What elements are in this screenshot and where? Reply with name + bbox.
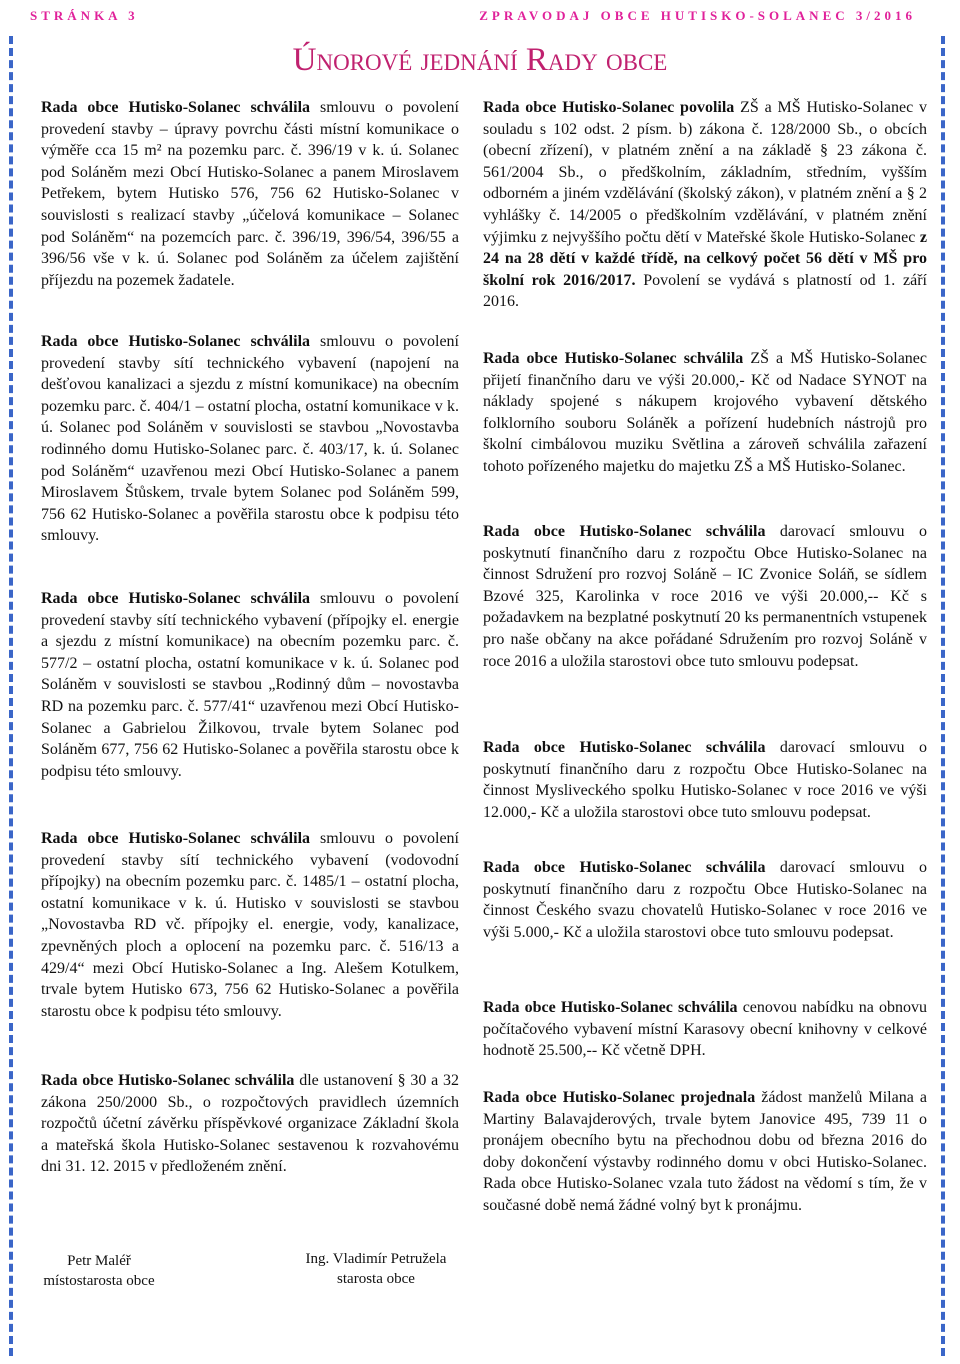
signature-name: Petr Maléř xyxy=(67,1253,131,1269)
resolution-paragraph: Rada obce Hutisko-Solanec schválila darovací smlouvu o poskytnutí finančního daru z rozpočtu Obce Hutisko-Solanec na činnost Sdružení pro rozvoj Soláně – IC Zvonice Soláň, se sídlem Bzové 325, Karolinka v roce 2016 ve výši 20.000,-- Kč s požadavkem na bezplatné poskytnutí 20 ks permanentních vstupenek pro naše občany na akce pořádané Sdružením pro rozvoj Soláně v roce 2016 a uložila starostovi obce tuto smlouvu podepsat. xyxy=(483,523,927,670)
resolution-paragraph: Rada obce Hutisko-Solanec schválila darovací smlouvu o poskytnutí finančního daru z rozpočtu Obce Hutisko-Solanec na činnost Mysliveckého spolku Hutisko-Solanec v roce 2016 ve výši 12.000,- Kč a uložila starostovi obce tuto smlouvu podepsat. xyxy=(483,739,927,821)
signature-name: Ing. Vladimír Petružela xyxy=(305,1251,447,1267)
resolution-paragraph: Rada obce Hutisko-Solanec schválila smlouvu o povolení provedení stavby sítí technického vybavení (přípojky el. energie a sjezdu z místní komunikace) na obecním pozemku parc. č. 577/2 – ostatní plocha, ostatní komunikace v k. ú. Solanec pod Soláněm v souvislosti se stavbou „Rodinný dům – novostavba RD na pozemku parc. č. 577/41“ uzavřenou mezi Obcí Hutisko-Solanec a Gabrielou Žilkovou, trvale bytem Solanec pod Soláněm 677, 756 62 Hutisko-Solanec a pověřila starostu obce k podpisu této smlouvy. xyxy=(41,590,460,780)
resolution-paragraph: Rada obce Hutisko-Solanec schválila smlouvu o povolení provedení stavby sítí technického vybavení (vodovodní přípojky) na obecním pozemku parc. č. 1485/1 – ostatní plocha, ostatní komunikace v k. ú. Hutisko v souvislosti se stavbou „Novostavba RD vč. přípojky el. energie, vody, kanalizace, zpevněných ploch a oplocení na pozemku parc. č. 516/13 a 429/4“ mezi Obcí Hutisko-Solanec a Ing. Alešem Kotulkem, trvale bytem Hutisko 673, 756 62 Hutisko-Solanec a pověřila starostu obce k podpisu této smlouvy. xyxy=(41,830,460,1020)
page-label: STRÁNKA 3 xyxy=(30,8,139,23)
resolution-paragraph: Rada obce Hutisko-Solanec povolila ZŠ a MŠ Hutisko-Solanec v souladu s 102 odst. 2 písm. b) zákona č. 128/2000 Sb., o obcích (obecní zřízení), v platném znění a na základě § 23 zákona č. 561/2004 Sb., o předškolním, základním, středním, vyšším odborném a jiném vzdělávání (školský zákon), v platném znění a § 2 vyhlášky č. 14/2005 o předškolním vzdělávání, v platném znění výjimku z nejvyššího počtu dětí v Mateřské škole Hutisko-Solanec z 24 na 28 dětí v každé třídě, na celkový počet 56 dětí v MŠ pro školní rok 2016/2017. Povolení se vydává s platností od 1. září 2016. xyxy=(483,99,927,311)
resolution-paragraph: Rada obce Hutisko-Solanec schválila cenovou nabídku na obnovu počítačového vybavení místní Karasovy obecní knihovny v celkové hodnotě 25.500,-- Kč včetně DPH. xyxy=(483,999,927,1060)
resolution-paragraph: Rada obce Hutisko-Solanec projednala žádost manželů Milana a Martiny Balavajderových, trvale bytem Janovice 495, 739 11 o pronájem obecního bytu na přechodnou dobu od března 2016 do doby dokončení výstavby rodinného domu v obci Hutisko-Solanec. Rada obce Hutisko-Solanec vzala tuto žádost na vědomí s tím, že v současné době nemá žádné volný byt k pronájmu. xyxy=(483,1089,927,1214)
resolution-paragraph: Rada obce Hutisko-Solanec schválila smlouvu o povolení provedení stavby – úpravy povrchu části místní komunikace o výměře cca 15 m² na pozemku parc. č. 396/19 v k. ú. Solanec pod Soláněm mezi Obcí Hutisko-Solanec a panem Miroslavem Petřekem, bytem Hutisko 576, 756 62 Hutisko-Solanec v souvislosti s realizací stavby „účelová komunikace – Solanec pod Soláněm“ na pozemcích parc. č. 396/19, 396/54, 396/55 a 396/56 vše v k. ú. Solanec pod Soláněm za účelem zajištění příjezdu na pozemek žadatele. xyxy=(41,99,460,289)
left-border xyxy=(9,36,13,1356)
newsletter-label: ZPRAVODAJ OBCE HUTISKO-SOLANEC 3/2016 xyxy=(479,8,916,23)
signature-role: starosta obce xyxy=(337,1271,415,1287)
resolution-paragraph: Rada obce Hutisko-Solanec schválila darovací smlouvu o poskytnutí finančního daru z rozpočtu Obce Hutisko-Solanec na činnost Českého svazu chovatelů Hutisko-Solanec v roce 2016 ve výši 5.000,- Kč a uložila starostovi obce tuto smlouvu podepsat. xyxy=(483,859,927,941)
signature-deputy-mayor xyxy=(34,1251,164,1291)
resolution-paragraph: Rada obce Hutisko-Solanec schválila smlouvu o povolení provedení stavby sítí technického vybavení (napojení na dešťovou kanalizaci a sjezdu z místní komunikace) na obecním pozemku parc. č. 404/1 – ostatní plocha, ostatní komunikace v k. ú. Solanec pod Soláněm v souvislosti se stavbou „Novostavba rodinného domu Hutisko-Solanec parc. č. 403/17, k. ú. Solanec pod Soláněm“ uzavřenou mezi Obcí Hutisko-Solanec a panem Miroslavem Štůskem, trvale bytem Solanec pod Soláněm 599, 756 62 Hutisko-Solanec a pověřila starostu obce k podpisu této smlouvy. xyxy=(41,333,460,545)
right-border xyxy=(941,36,945,1356)
signature-mayor xyxy=(286,1249,466,1289)
resolution-paragraph: Rada obce Hutisko-Solanec schválila ZŠ a MŠ Hutisko-Solanec přijetí finančního daru ve výši 20.000,- Kč od Nadace SYNOT na náklady spojené s nákupem krojového vybavení dětského folklorního souboru Soláněk a pořízení hudebních nástrojů pro školní cimbálovou muziku Světlina a zároveň schválila zařazení tohoto pořízeného majetku do majetku ZŠ a MŠ Hutisko-Solanec. xyxy=(483,350,928,475)
signature-role: místostarosta obce xyxy=(43,1273,155,1289)
resolution-paragraph: Rada obce Hutisko-Solanec schválila dle ustanovení § 30 a 32 zákona 250/2000 Sb., o rozpočtových pravidlech územních rozpočtů účetní závěrku příspěvkové organizace Základní škola a mateřská škola Hutisko-Solanec sestavenou k rozvahovému dni 31. 12. 2015 v předloženém znění. xyxy=(41,1072,459,1176)
page-title: Únorové jednání Rady obce xyxy=(292,42,668,78)
